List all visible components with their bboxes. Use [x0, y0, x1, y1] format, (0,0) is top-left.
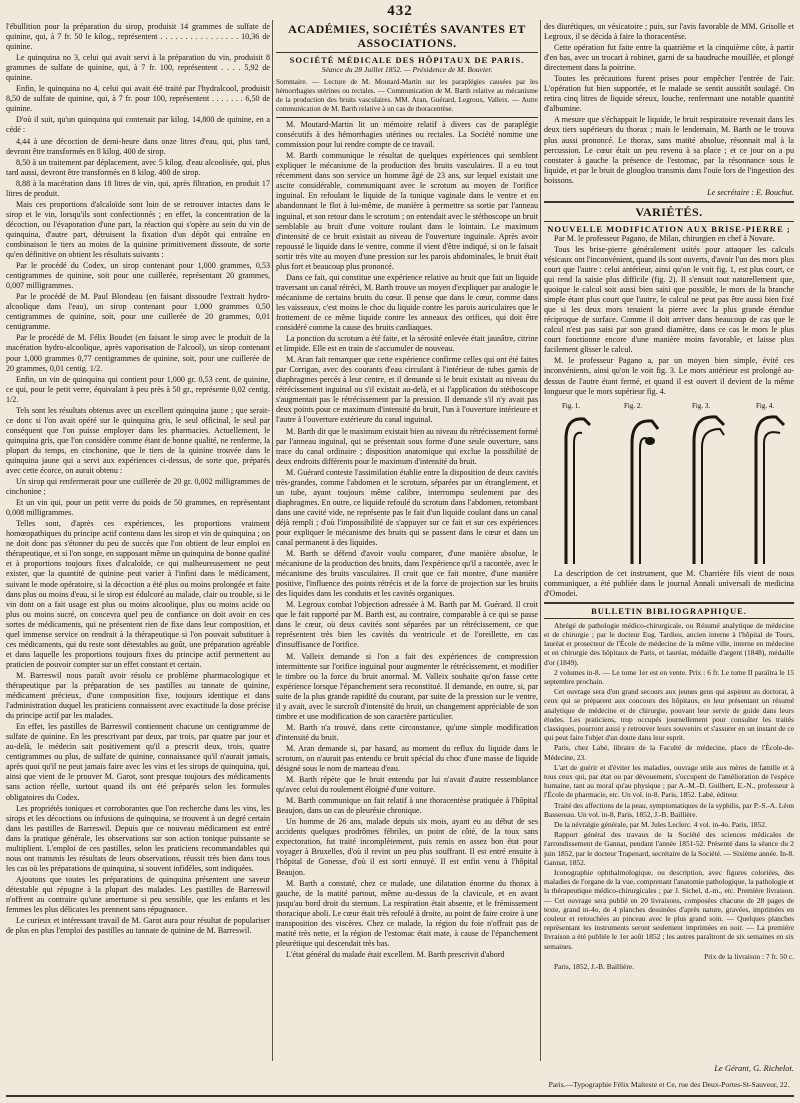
paragraph: M. Barth se défend d'avoir voulu comparer, d'une manière absolue, le mécanisme de la production des bruits, dans l'expérience qu'il a racontée, avec le mécanisme des bruits vasculaires. Il croit que ce fait montre, d'une manière positive, l'influence des points rétrécis et de la force de projection sur les bruits des liquides dans les conduits et les cavités organiques.: [276, 549, 538, 599]
paragraph: Le curieux et intéressant travail de M. Garot aura pour résultat de populariser de plus en plus l'emploi des pastilles au tannate de quinine de M. Barreswil.: [6, 916, 270, 936]
paragraph: Et un vin qui, pour un petit verre du poids de 50 grammes, en représentant 0,008 milligrammes.: [6, 498, 270, 518]
paragraph: Par le procédé de M. Paul Blondeau (en faisant dissoudre l'extrait hydro-alcoolique dans l'eau), un sirop contenant pour 1,000 grammes 0,50 centigrammes de quinine, soit, pour une cuillerée de 20 grammes, 0,01 centigramme.: [6, 292, 270, 332]
biblio-entry: Paris, 1852, J.-B. Baillière.: [554, 962, 635, 972]
paragraph: Par M. le professeur Pagano, de Milan, chirurgien en chef à Novare.: [554, 233, 775, 243]
fig-label-2: Fig. 2.: [624, 401, 643, 410]
paragraph: La ponction du scrotum a été faite, et la sérosité enlevée était jaunâtre, citrine et limpide. Elle est en train de s'accumuler de nouveau.: [276, 334, 538, 354]
biblio-entry: Rapport général des travaux de la Société des sciences médicales de l'arrondissement de Gannat, pendant l'année 1851-52. Présenté dans la séance du 2 juin 1852, par le docteur Trapenard, secrétaire de la Société. — Sixième année. In-8. Gannat, 1852.: [544, 830, 794, 867]
paragraph: D'où il suit, qu'un quinquina qui contenait par kilog. 14,800 de quinine, en a cédé :: [6, 115, 270, 135]
column-2: [276, 22, 538, 1061]
biblio-price: Prix de la livraison : 7 fr. 50 c.: [704, 951, 794, 961]
fig-2-instrument: [632, 420, 658, 563]
fig-label-4: Fig. 4.: [756, 401, 775, 410]
biblio-entry: Paris, chez Labé, libraire de la Faculté de médecine, place de l'École-de-Médecine, 23.: [544, 743, 794, 762]
paragraph: M. Barth a constaté, chez ce malade, une dilatation énorme du thorax à gauche, de la matité partout, même au-dessus de la clavicule, et en avant jusqu'au bord droit du sternum. La respiration était absente, et le frémissement thoracique aboli. Le cœur était très refoulé à droite, au point de faire croire à une transposition des viscères. Chez ce malade, la région du foie n'offrait pas de matité très nette, et la région de l'estomac était mate, à cause de l'épanchement pleurétique qui descendait très bas.: [276, 878, 538, 948]
paragraph: A mesure que s'échappait le liquide, le bruit respiratoire revenait dans les deux tiers supérieurs du thorax ; mais le lendemain, M. Barth ne le trouva plus aussi prononcé. Le thorax, sans matité absolue, résonnait mal à la percussion. Le cœur était un peu revenu à sa place ; et ce jour on a pu constater à gauche la présence de l'estomac, par la résonnance sous le liquide, et par le bruit de glouglou transmis dans l'ouïe lors de l'ingestion des boissons.: [544, 115, 794, 185]
paragraph: Ajoutons que toutes les préparations de quinquina présentent une saveur détestable qui répugne à la plupart des malades. Les pastilles de Barreswil n'offrent au contraire qu'une amertume si peu sensible, que les enfants et les femmes les plus délicates les prennent sans répugnance.: [6, 874, 270, 915]
paragraph: Tels sont les résultats obtenus avec un excellent quinquina jaune ; que serait-ce donc si l'on avait opéré sur le quinquina gris, le seul officinal, le seul par conséquent que l'on puisse employer dans les pharmacies. Actuellement, le quinquina gris, que l'on considère comme étant de bonne qualité, ne renferme, la plupart du temps, en cinchonine, que le tiers de la quinine trouvée dans le quinquina jaune qui a servi aux expériences ci-dessus, de sorte que, préparés avec cette écorce, on aurait obtenu :: [6, 405, 270, 476]
paragraph: En effet, les pastilles de Barreswil contiennent chacune un centigramme de sulfate de quinine. En les prescrivant par deux, par trois, par quatre par jour et au-delà, le médecin sait positivement qu'il a prescrit deux, trois, quatre centigrammes ou plus, de sulfate de quinine, connaissance qu'il n'aurait jamais, après quoi qu'il ne peut jamais faire avec les vins et les sirops de quinquina, qui, ainsi que vient de le prouver M. Garot, sont presque toujours des médicaments sans action réelle, surtout quand ils ont été préparés selon les formules obligatoires du Codex.: [6, 722, 270, 802]
paragraph: Telles sont, d'après ces expériences, les proportions vraiment homœopathiques du principe actif contenu dans les sirop et vin de quinquina ; on ne doit donc pas s'étonner du peu de succès que l'on obtient de leur emploi en thérapeutique, et si l'on songe, en supposant même un quinquina de bonne qualité et à proportions toujours fixes d'alcaloïde, ce qui malheureusement ne peut exister, que la quantité de quinine peut varier à l'infini dans le médicament, suivant le mode opératoire, si la décoction a été plus ou moins prolongée et faite dans plus ou moins d'eau, si le sirop est édulcoré au malade, clair ou trouble, si le vin dont on a fait usage est plus ou moins alcoolique, plus ou moins acide ou plus ou moins sucré, on concevra quel peu de confiance on doit avoir en ces sortes de médicaments, qui ne présentent rien de fixe dans leur composition, et quel immense service on rendrait à la thérapeutique si l'on pouvait substituer à ces médicaments, qui du reste sont détestables au goût, une préparation agréable et dans laquelle les proportions toujours fixes du principe actif permettent au praticien de pouvoir compter sur un effet constant et certain.: [6, 519, 270, 669]
paragraph: Le quinquina no 3, celui qui avait servi à la préparation du vin, produisit 8 grammes de sulfate de quinine, qui, à 7 fr. 100, représentent . . . . 5,92 de quinine.: [6, 53, 270, 83]
biblio-entry: De la névralgie générale, par M. Jules Leclerc. 4 vol. in-4o. Paris, 1852.: [554, 820, 767, 830]
column-divider: [540, 20, 541, 1061]
lithotrite-figures: [544, 399, 794, 567]
paragraph: M. Barreswil nous paraît avoir résolu ce problème pharmacologique et thérapeutique par la préparation de ses pastilles au tannate de quinine, médicament précieux, d'une composition fixe, toujours identique et dans l'administration duquel les praticiens connaissent avec exactitude la dose précise du principe actif par les malades.: [6, 670, 270, 721]
biblio-entry: Abrégé de pathologie médico-chirurgicale, ou Résumé analytique de médecine et de chirurgie ; par le docteur Eug. Tardieu, ancien interne à l'hôpital de Tours, lauréat et prosecteur de l'École de médecine de la même ville, interne en médecine et en chirurgie des hôpitaux de Paris, et lauréat, médaille d'argent (1848), médaille d'or (1849).: [544, 620, 794, 667]
summary: Sommaire. — Lecture de M. Moutard-Martin sur les paraplégies causées par les hémorrhagies utérines ou rectales. — Communication de M. Barth relative au mécanisme de la production des bruits vasculaires. MM. Aran, Guérard, Legroux, Valleix. — Autre communication de M. Barth relative à un cas de thoracentèse.: [276, 78, 538, 114]
session-line: Séance du 28 Juillet 1852. — Présidence de M. Bouvier.: [321, 65, 493, 75]
column-divider: [272, 20, 273, 1061]
paragraph: Enfin, le quinquina no 4, celui qui avait été traité par l'hydralcool, produisit 8,50 de sulfate de quinine, qui, à 7 fr. pour 100, représentent . . . . . . . 6,50 de quinine.: [6, 84, 270, 114]
paragraph: des diurétiques, un vésicatoire ; puis, sur l'avis favorable de MM. Grisolle et Legroux, il se décida à faire la thoracentèse.: [544, 22, 794, 42]
bottom-border: [6, 1095, 794, 1097]
divider: [276, 52, 538, 53]
divider: [544, 602, 794, 604]
paragraph: Par le procédé du Codex, un sirop contenant pour 1,000 grammes, 0,53 centigrammes de quinine, soit pour une cuillerée, représentant 20 grammes, 0,007 milligrammes.: [6, 261, 270, 291]
paragraph: L'état général du malade était excellent. M. Barth prescrivit d'abord: [286, 949, 505, 959]
fig-label-3: Fig. 3.: [692, 401, 711, 410]
bibliography: [544, 621, 794, 972]
paragraph: Enfin, un vin de quinquina qui contient pour 1,000 gr. 0,53 cent. de quinine, ce qui, pour le petit verre, équivalant à peu près à 50 gr., représente 0,02 centig. 1/2.: [6, 374, 270, 404]
paragraph: M. Barth dit que le maximum existait bien au niveau du rétrécissement formé par l'anneau inguinal, qui se présentait sous forme d'une seule ouverture, sans trace du canal ordinaire ; disposition anatomique qui exclue la possibilité de deux endroits différents pour le maximum d'intensité du bruit.: [276, 426, 538, 466]
paragraph: M. Aran fait remarquer que cette expérience confirme celles qui ont été faites par Corrigan, avec des courants d'eau circulant à l'intérieur de tubes garnis de diaphragmes percés à leur centre, et il demande si le bruit existait au niveau du rétrécissement inguinal ou s'il existait au-delà, et si l'application du stéthoscope s'augmentait pas le rétrécissement par la pression. Il demande s'il n'y avait pas deux points pour ce maximum d'intensité du bruit, l'un à l'ouverture intérieure et l'autre à l'ouverture extérieure du canal inguinal.: [276, 355, 538, 425]
paragraph: M. le professeur Pagano a, par un moyen bien simple, évité ces inconvénients, ainsi qu'on le voit fig. 3. Le mors antérieur est prolongé au-dessus de l'autre étant fermé, et quand il est ouvert il devient de la même longueur que le mors supérieur fig. 4.: [544, 356, 794, 396]
biblio-entry: Traité des affections de la peau, symptomatiques de la syphilis, par P.-S.-A. Léon Bassereau. Un vol. in-8, Paris, 1852, J.-B. Baillière.: [544, 800, 794, 819]
article-heading: NOUVELLE MODIFICATION AUX BRISE-PIERRE ;: [547, 223, 791, 234]
page-number: 432: [387, 3, 413, 19]
society-heading: SOCIÉTÉ MÉDICALE DES HÔPITAUX DE PARIS.: [289, 55, 525, 65]
paragraph: Par le procédé de M. Félix Boudet (en faisant le sirop avec le produit de la macération hydro-alcoolique, après vaporisation de l'alcool), un sirop contenant pour 1,000 grammes 0,77 centigrammes de quinine, soit, pour une cuillerée de 20 grammes, 0,01 centig. 1/2.: [6, 333, 270, 373]
paragraph: 8,50 à un traitement par déplacement, avec 5 kilog. d'eau alcoolisée, qui, plus tard aussi, devront être transformés en 8 kilog. 400 de sirop.: [6, 157, 270, 177]
column-1: [6, 22, 270, 1061]
paragraph: M. Aran demande si, par hasard, au moment du reflux du liquide dans le scrotum, on n'aurait pas entendu ce bruit spécial du choc d'une masse de liquide désigné sous le nom de marteau d'eau.: [276, 743, 538, 774]
secretary-signature: Le secrétaire : E. Bouchut.: [707, 187, 794, 197]
paragraph: Un homme de 26 ans, malade depuis six mois, ayant eu au début de ses accidents quelques prodrômes fébriles, un point de côté, de la toux sans expectoration, fut traité incomplètement, puis remis en assez bon état pour voyager à Bruxelles, d'où il revint un peu plus souffrant. Il est entré ensuite à l'hôpital de Gonesse, d'où il est sorti ennuyé. Il est enfin venu à l'hôpital Beaujon.: [276, 817, 538, 877]
paragraph: Un sirop qui renfermerait pour une cuillerée de 20 gr. 0,002 milligrammes de cinchonine ;: [6, 477, 270, 497]
fig-1-instrument: [566, 418, 590, 563]
paragraph: 4,44 à une décoction de demi-heure dans onze litres d'eau, qui, plus tard, devront être transformés en 8 kilog. 400 de sirop.: [6, 136, 270, 156]
paragraph: Toutes les précautions furent prises pour empêcher l'entrée de l'air. L'opération fut bien supportée, et le malade se sentit aussitôt soulagé. On retira cinq litres de liquide séreux, louche, renfermant une notable quantité d'albumine.: [544, 74, 794, 114]
divider: [276, 117, 538, 118]
paragraph: M. Legroux combat l'objection adressée à M. Barth par M. Guérard. Il croit que le fait rapporté par M. Barth est, au contraire, comparable à ce qui se passe dans le cœur, où deux cavités sont séparées par un rétrécissement, ce que représentent très bien les cavités du ventricule et de l'oreillette, en cas d'insuffisance de l'orifice.: [276, 600, 538, 650]
fig-label-1: Fig. 1.: [562, 401, 581, 410]
section-heading: ACADÉMIES, SOCIÉTÉS SAVANTES ET ASSOCIATIONS.: [288, 22, 526, 50]
paragraph: l'ébullition pour la préparation du sirop, produisit 14 grammes de sulfate de quinine, qui, à 7 fr. 50 le kilog., représentent . . . . . . . . . . . . . . . . 10,36 de quinine.: [6, 22, 270, 52]
fig-3-instrument: [694, 416, 724, 563]
fig-4-instrument: [756, 416, 784, 563]
divider: [544, 201, 794, 203]
paragraph: M. Moutard-Martin lit un mémoire relatif à divers cas de paraplégie consécutifs à des hémorrhagies utérines ou rectales. La Société nomme une commission pour lui rendre compte de ce travail.: [276, 120, 538, 150]
paragraph: M. Valleix demande si l'on a fait des expériences de compression intermittente sur l'orifice inguinal pour augmenter le rétrécissement, et modifier le timbre ou la force du bruit anormal. M. Valleix souhaite qu'on fasse cette expérience lorsque l'épanchement sera reconstitué. Il demande, en outre, si, par suite de la plus grande rapidité du courant, par suite de la pression sur le ventre, il y avait, avec le surcroît d'intensité du bruit, un changement appréciable de son timbre et une modification de son caractère particulier.: [276, 651, 538, 721]
paragraph: M. Barth répète que le bruit entendu par lui n'avait d'autre ressemblance qu'avec celui du roulement éloigné d'une voiture.: [276, 775, 538, 795]
paragraph: 8,88 à la macération dans 18 litres de vin, qui, après filtration, en produit 17 litres de produit.: [6, 178, 270, 198]
paragraph: La description de cet instrument, que M. Charrière fils vient de nous communiquer, a été publiée dans le journal Annali universali de medicina d'Omodei.: [544, 568, 794, 598]
paragraph: M. Barth n'a trouvé, dans cette circonstance, qu'une simple modification d'intensité du bruit.: [276, 722, 538, 742]
paragraph: M. Barth communique un fait relatif à une thoracentèse pratiquée à l'hôpital Beaujon, dans un cas de pleurésie chronique.: [276, 796, 538, 816]
paragraph: Cette opération fut faite entre la quatrième et la cinquième côte, à partir d'en bas, avec un trocart à robinet, garni de sa baudruche mouillée, et plongé directement dans la poitrine.: [544, 43, 794, 73]
column-3: [544, 22, 794, 1047]
biblio-entry: Iconographie ophthalmologique, ou description, avec figures coloriées, des maladies de l'organe de la vue, comprenant l'anatomie pathologique, la pathologie et la thérapeutique médico-chirurgicales ; par J. Sichel, d.-m., etc. Première livraison. — Cet ouvrage sera publié en 20 livraisons, composées chacune de 28 pages de texte, grand in-4o, de 4 planches dessinées d'après nature, gravées, imprimées en couleur et retouchées au pinceau avec le plus grand soin. — Quelques planches représentant les instruments seront seulement imprimées en noir. — La première livraison a été publiée le 1er août 1852 ; les autres paraîtront de six semaines en six semaines.: [544, 868, 794, 951]
biblio-entry: Cet ouvrage sera d'un grand secours aux jeunes gens qui aspirent au doctorat, à ceux qui se préparent aux concours des hôpitaux, en leur présentant un résumé analytique de médecine et de chirurgie, pouvant leur servir de guide dans leurs études. Les praticiens, trop occupés journellement pour consulter les traités classiques, pourront aussi y retrouver leurs souvenirs et s'assurer en un instant de ce qui peut faire l'objet d'un doute dans leur esprit.: [544, 687, 794, 743]
biblio-heading: BULLETIN BIBLIOGRAPHIQUE.: [591, 605, 747, 616]
divider: [544, 618, 794, 619]
paragraph: M. Guérard conteste l'assimilation établie entre la disposition de deux cavités très-grandes, comme l'abdomen et le scrotum, séparées par un étranglement, et un tube, ayant toujours même calibre, interrompu seulement par des diaphragmes. En outre, ce liquide refoulé du scrotum dans l'abdomen, retombant dans une cavité vide, ne représente pas le fait d'un liquide coulant dans un canal déjà rempli ; d'où l'impossibilité de s'appuyer sur ce fait et sur ces expériences pour expliquer le mécanisme des bruits qui se passent dans le cœur et dans un canal permanent à des liquides.: [276, 467, 538, 548]
gerant-signature: Le Gérant, G. Richelot.: [714, 1063, 794, 1073]
paragraph: Mais ces proportions d'alcaloïde sont loin de se retrouver intactes dans le sirop et le vin, lorsqu'ils sont confectionnés ; en effet, la concentration de la décoction, ou l'évaporation d'une part, la réaction qui s'opère au sein du vin de quinquina, d'autre part, détruisent la fixation d'un dépôt qui entraîne en combinaison le tiers au moins de la quinine primitivement dissoute, de sorte qu'en définitive on obtient les résultats suivants :: [6, 199, 270, 260]
paragraph: Tous les brise-pierre généralement usités pour attaquer les calculs vésicaux ont l'inconvénient, quand ils sont ouverts, d'avoir l'un des mors plus court que l'autre : celui antérieur, ainsi qu'on le voit fig. 1, est plus court, ce qui rend la saisie plus difficile (fig. 2). Il s'ensuit tout naturellement que, quoique le calcul soit aussi bien saisi que possible, le mors de la branche simple étant plus court que l'autre, le calcul ne peut pas être aussi bien fixé que si les deux mors tenaient la pierre avec la plus grande étendue réciproque de surface. Comme il doit arriver dans beaucoup de cas que le calcul n'est pas saisi par son grand diamètre, dans ce cas le mors le plus court fonctionne encore d'une manière moins favorable, et laisse plus facilement glisser le calcul.: [544, 244, 794, 355]
printer-line: Paris.—Typographie Félix Malteste et Ce, rue des Deux-Portes-St-Sauveur, 22.: [548, 1080, 790, 1089]
biblio-entry: L'art de guérir et d'éviter les maladies, ouvrage utile aux mères de famille et à tous ceux qui, par état ou par dévouement, s'occupent de l'amélioration de l'espèce humaine, tant au moral qu'au physique ; par A.-M.-D. Guilbert, E.-N., professeur à l'École de pharmacie, etc. Un vol. in-8. Paris, 1852. Labé, éditeur.: [544, 762, 794, 800]
paragraph: Dans ce fait, qui constitue une expérience relative au bruit que fait un liquide traversant un canal rétréci, M. Barth trouve un moyen d'expliquer par analogie le mécanisme de certains bruits du cœur. Il pense que dans le cœur, comme dans les vaisseaux, c'est moins le choc du liquide contre les parois auriculaires que le frottement de ce même liquide contre les anneaux des orifices, qui doit être considéré comme la cause des bruits cardiaques.: [276, 272, 538, 333]
paragraph: M. Barth communique le résultat de quelques expériences qui semblent expliquer le mécanisme de la production des bruits vasculaires. Il a eu tout récemment dans son service un homme âgé de 23 ans, sur lequel existait une ascite considérable, communiquant avec le scrotum au moyen de l'orifice inguinal. En refoulant le liquide de la tunique vaginale dans le ventre et en abandonnant le flot à lui-même, de manière à permettre sa sortie par l'anneau inguinal, et son retour dans le scrotum ; on entendait avec le stéthoscope un bruit semblable au bruit d'une voiture roulant dans le lointain. Le maximum d'intensité de ce bruit existait au niveau de l'ouverture inguinale. Après avoir repoussé le liquide dans le ventre, comme il vient d'être indiqué, si on le faisait sortir très vite au moyen d'une pression sur les parois abdominales, le bruit était plus fort et beaucoup plus prononcé.: [276, 151, 538, 271]
biblio-entry: 2 volumes in-8. — Le tome 1er est en vente. Prix : 6 fr. Le tome II paraîtra le 15 septembre prochain.: [544, 667, 794, 686]
divider: [544, 221, 794, 222]
varietes-heading: VARIÉTÉS.: [635, 204, 703, 219]
paragraph: Les propriétés toniques et corroborantes que l'on recherche dans les vins, les sirops et les décoctions ou infusions de quinquina, se trouvent à un degré certain dans les pastilles de Barreswil. Depuis que ce nouveau médicament est entré dans la pratique générale, les observations sur son action tonique puissante se multiplient. L'emploi de ces pastilles, selon les praticiens recommandables qui nous ont transmis les résultats de leurs observations, réussit très bien dans tous les cas où les préparations de quinquina, si souvent infidèles, sont indiquées.: [6, 803, 270, 873]
